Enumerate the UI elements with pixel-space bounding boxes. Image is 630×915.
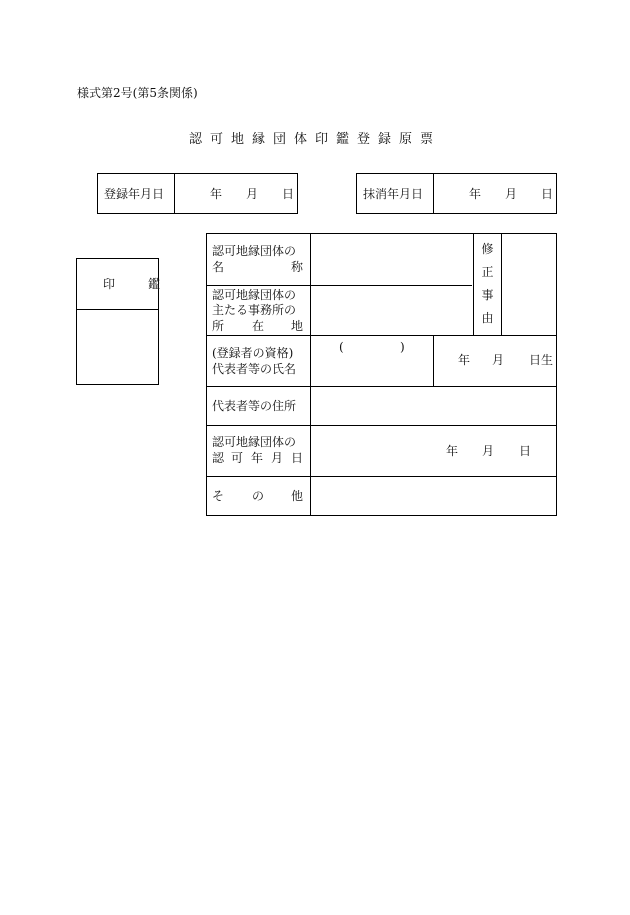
cancellation-day-unit: 日 xyxy=(541,187,554,201)
group-name-label-left: 名 xyxy=(212,260,225,274)
registration-year-unit: 年 xyxy=(210,187,223,201)
other-label-char-2: の xyxy=(252,489,265,503)
other-label-char-1: そ xyxy=(212,489,225,503)
correction-char-3: 事 xyxy=(481,288,494,302)
office-location-label-line3-3: 地 xyxy=(291,319,304,333)
office-location-label-line1: 認可地縁団体の xyxy=(212,288,297,302)
group-name-field[interactable] xyxy=(311,234,473,285)
approval-date-char-4: 月 xyxy=(271,451,284,465)
cancellation-month-unit: 月 xyxy=(505,187,518,201)
group-name-label-right: 称 xyxy=(291,260,304,274)
representative-name-label: 代表者等の氏名 xyxy=(212,362,297,376)
seal-label-left: 印 xyxy=(103,277,116,291)
approval-day-unit: 日 xyxy=(519,444,532,458)
correction-reason-field[interactable] xyxy=(502,234,557,335)
registration-date-box xyxy=(97,173,298,214)
cancellation-date-box xyxy=(356,173,557,214)
office-location-label-line3-1: 所 xyxy=(212,319,225,333)
correction-char-1: 修 xyxy=(481,242,494,256)
form-code: 様式第2号(第5条関係) xyxy=(77,86,198,100)
representative-address-field[interactable] xyxy=(311,387,557,425)
qualification-paren-close: ) xyxy=(400,340,405,354)
registration-month-unit: 月 xyxy=(246,187,259,201)
approval-month-unit: 月 xyxy=(482,444,495,458)
birth-month-unit: 月 xyxy=(492,353,505,367)
other-field[interactable] xyxy=(311,477,557,516)
seal-impression-area[interactable] xyxy=(77,310,158,384)
registration-day-unit: 日 xyxy=(282,187,295,201)
correction-char-2: 正 xyxy=(481,265,494,279)
representative-name-field[interactable] xyxy=(311,336,433,386)
correction-reason-label xyxy=(474,238,501,330)
seal-label-right: 鑑 xyxy=(148,277,161,291)
main-table xyxy=(206,233,557,516)
seal-box xyxy=(76,258,159,385)
approval-date-field[interactable] xyxy=(311,426,557,476)
approval-date-char-3: 年 xyxy=(251,451,264,465)
approval-year-unit: 年 xyxy=(446,444,459,458)
office-location-label-line2: 主たる事務所の xyxy=(212,303,297,317)
office-location-label-line3-2: 在 xyxy=(252,319,265,333)
office-location-field[interactable] xyxy=(311,286,473,335)
representative-address-label: 代表者等の住所 xyxy=(212,399,297,413)
qualification-paren-open: ( xyxy=(339,340,344,354)
cancellation-year-unit: 年 xyxy=(469,187,482,201)
correction-char-4: 由 xyxy=(481,311,494,325)
birth-year-unit: 年 xyxy=(458,353,471,367)
other-label-char-3: 他 xyxy=(291,489,304,503)
birth-day-unit: 日生 xyxy=(529,353,554,367)
registration-date-label: 登録年月日 xyxy=(104,187,165,201)
representative-qualification-label: (登録者の資格) xyxy=(212,346,294,360)
approval-date-char-1: 認 xyxy=(212,451,225,465)
group-name-label-line1: 認可地縁団体の xyxy=(212,244,297,258)
page-title: 認可地縁団体印鑑登録原票 xyxy=(188,132,441,147)
cancellation-date-label: 抹消年月日 xyxy=(363,187,424,201)
approval-date-label-line1: 認可地縁団体の xyxy=(212,435,297,449)
approval-date-char-5: 日 xyxy=(291,451,304,465)
approval-date-char-2: 可 xyxy=(231,451,244,465)
